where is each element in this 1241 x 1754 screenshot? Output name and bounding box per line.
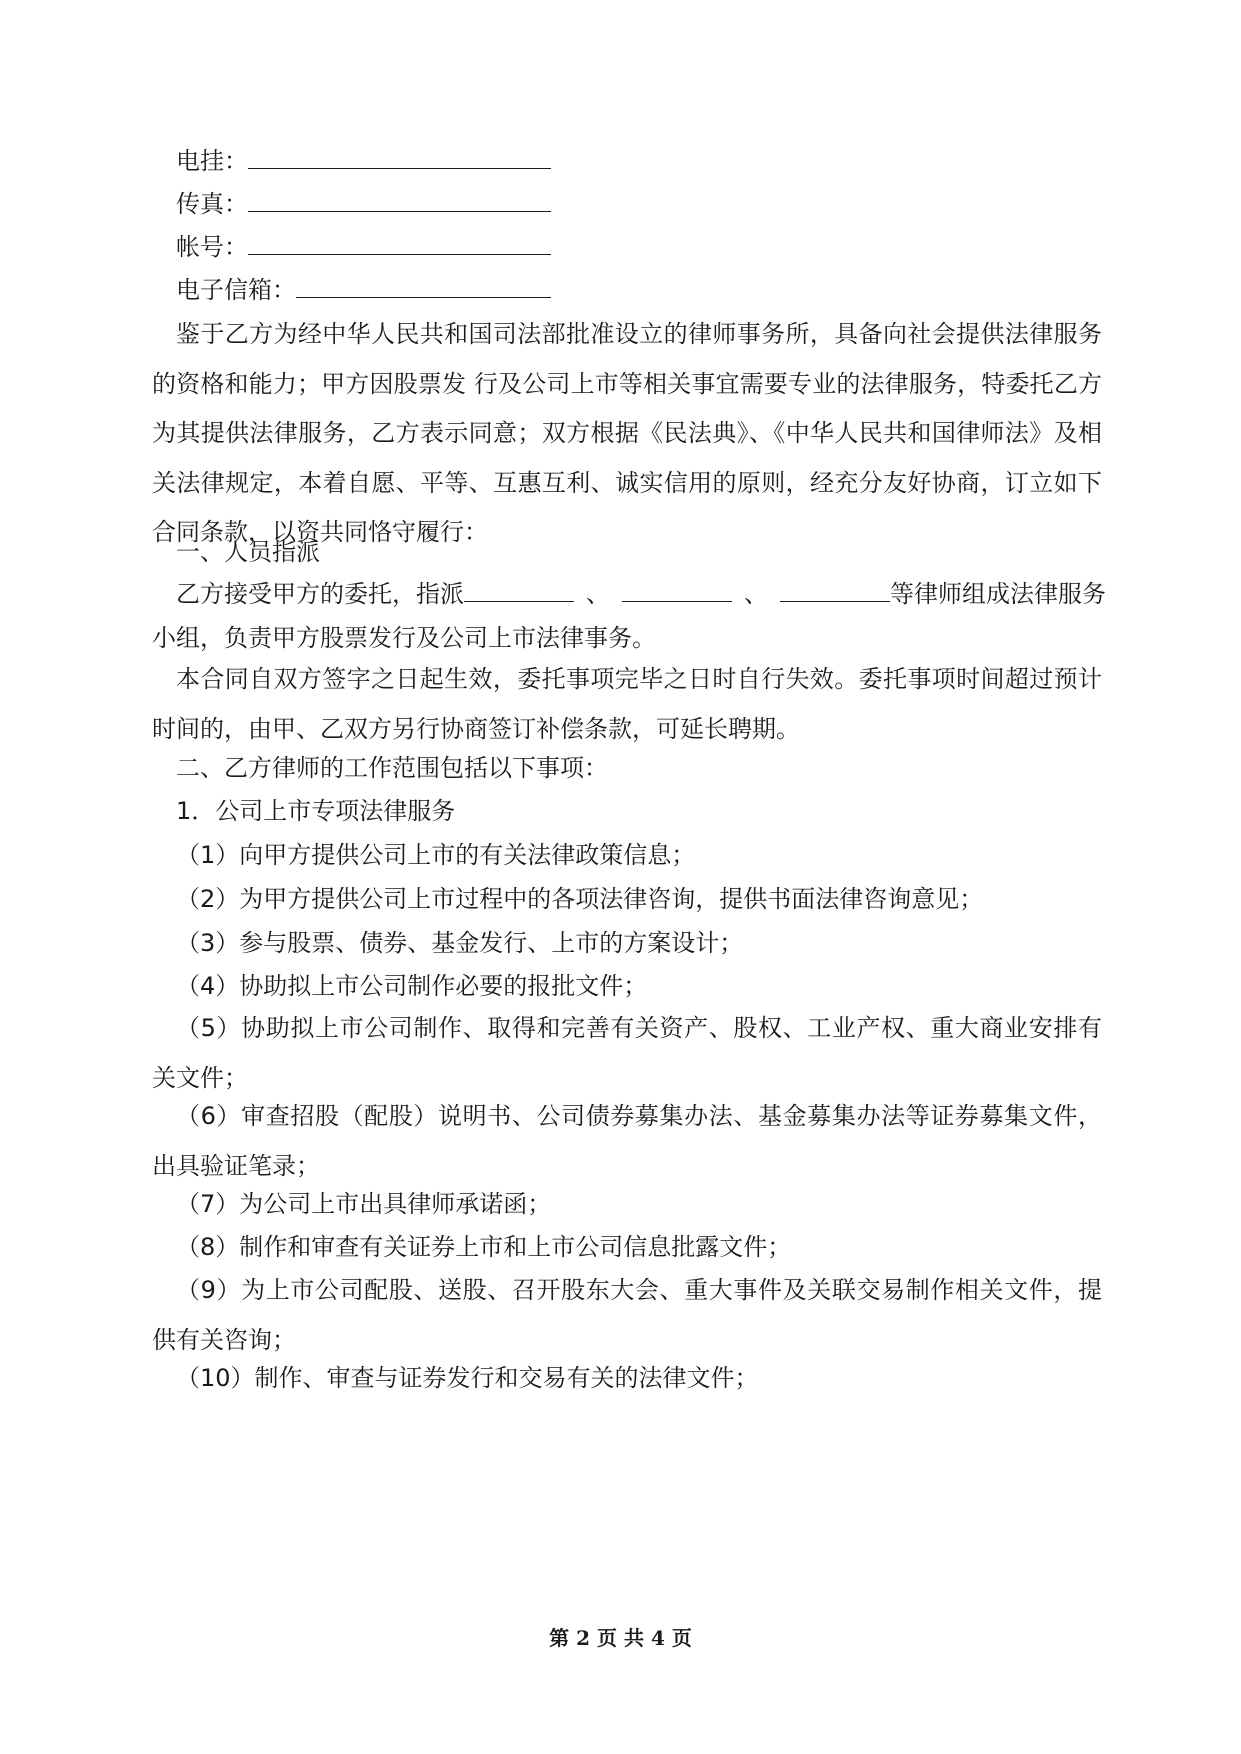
phone-field bbox=[176, 146, 551, 176]
phone-label: 电挂： bbox=[176, 147, 248, 175]
fax-label: 传真： bbox=[176, 190, 248, 218]
list-item: （9）为上市公司配股、送股、召开股东大会、重大事件及关联交易制作相关文件，提供有关咨询； bbox=[152, 1276, 1102, 1354]
intro-paragraph: 鉴于乙方为经中华人民共和国司法部批准设立的律师事务所，具备向社会提供法律服务的资格和能力；甲方因股票发 行及公司上市等相关事宜需要专业的法律服务，特委托乙方为其提供法律服务，乙方表示同意；双方根据《民法典》、《中华人民共和国律师法》及相关法律规定，本着自愿、平等、互惠互利、诚实信用的原则，经充分友好协商，订立如下合同条款，以资共同恪守履行： bbox=[152, 320, 1102, 546]
page-number-footer: 第 2 页 共 4 页 bbox=[549, 1626, 692, 1650]
lawyer-blank-3 bbox=[780, 579, 890, 602]
list-item: （4）协助拟上市公司制作必要的报批文件； bbox=[176, 972, 648, 1000]
email-blank-line bbox=[296, 275, 551, 298]
section1-heading: 一、人员指派 bbox=[176, 538, 320, 566]
account-blank-line bbox=[248, 232, 551, 255]
list-item: （6）审查招股（配股）说明书、公司债券募集办法、基金募集办法等证券募集文件，出具验证笔录； bbox=[152, 1102, 1102, 1180]
phone-blank-line bbox=[248, 146, 551, 169]
list-item: （1）向甲方提供公司上市的有关法律政策信息； bbox=[176, 841, 696, 869]
email-field bbox=[176, 275, 551, 305]
list-item: （5）协助拟上市公司制作、取得和完善有关资产、股权、工业产权、重大商业安排有关文件； bbox=[152, 1014, 1102, 1092]
list-item: （2）为甲方提供公司上市过程中的各项法律咨询，提供书面法律咨询意见； bbox=[176, 885, 984, 913]
section2-heading: 二、乙方律师的工作范围包括以下事项： bbox=[176, 754, 608, 782]
account-label: 帐号： bbox=[176, 233, 248, 261]
assign-sep-1: 、 bbox=[586, 580, 610, 608]
fax-field bbox=[176, 189, 551, 219]
email-label: 电子信箱： bbox=[176, 276, 296, 304]
fax-blank-line bbox=[248, 189, 551, 212]
validity-paragraph: 本合同自双方签字之日起生效，委托事项完毕之日时自行失效。委托事项时间超过预计时间的，由甲、乙双方另行协商签订补偿条款，可延长聘期。 bbox=[152, 665, 1102, 743]
list-item: （10）制作、审查与证券发行和交易有关的法律文件； bbox=[176, 1364, 759, 1392]
assign-suffix: 等律师组成法律服务 bbox=[890, 580, 1106, 608]
assign-line bbox=[176, 579, 1106, 609]
list-item: （7）为公司上市出具律师承诺函； bbox=[176, 1190, 552, 1218]
assign-continuation: 小组，负责甲方股票发行及公司上市法律事务。 bbox=[152, 624, 656, 652]
lawyer-blank-1 bbox=[464, 579, 574, 602]
assign-sep-2: 、 bbox=[744, 580, 768, 608]
lawyer-blank-2 bbox=[622, 579, 732, 602]
list-item: （3）参与股票、债券、基金发行、上市的方案设计； bbox=[176, 929, 744, 957]
section2-subheading: 1．公司上市专项法律服务 bbox=[176, 797, 456, 825]
account-field bbox=[176, 232, 551, 262]
assign-prefix: 乙方接受甲方的委托，指派 bbox=[176, 580, 464, 608]
list-item: （8）制作和审查有关证券上市和上市公司信息批露文件； bbox=[176, 1233, 792, 1261]
